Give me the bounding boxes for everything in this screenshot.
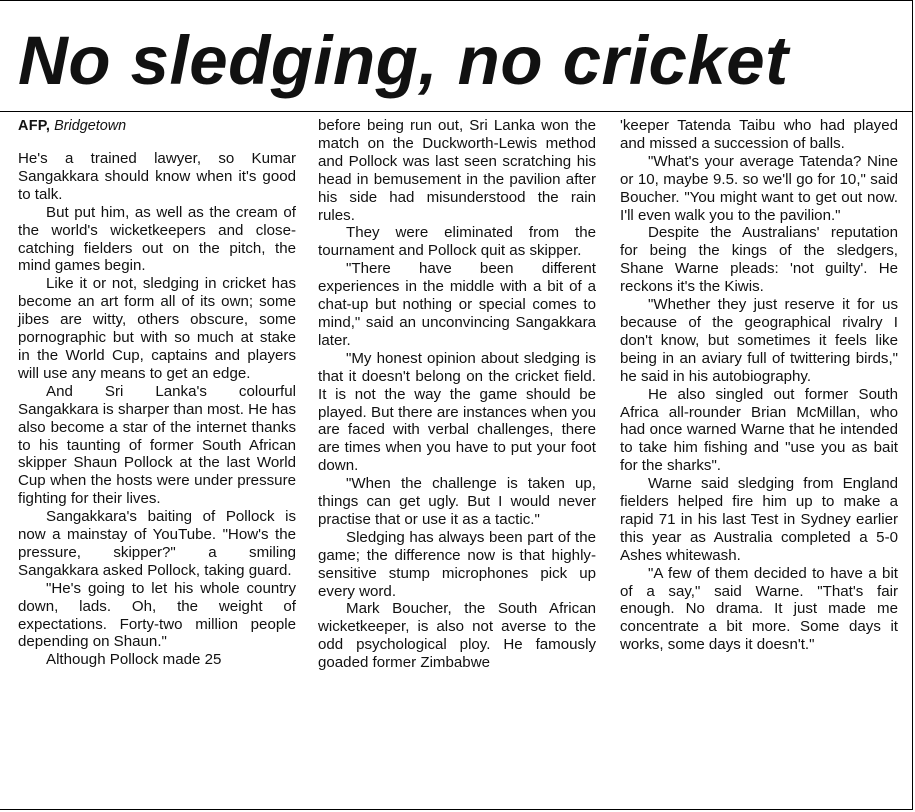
paragraph: 'keeper Tatenda Taibu who had played and missed a succession of balls. [620,117,898,152]
paragraph: Sledging has always been part of the game; the difference now is that highly-sensitive stump microphones pick up every word. [318,528,596,600]
paragraph: But put him, as well as the cream of the world's wicketkeepers and close-catching fielders out on the pitch, the mind games begin. [18,203,296,275]
paragraph: "There have been different experiences in the middle with a bit of a chat-up but nothing or special comes to mind," said an unconvincing Sangakkara later. [318,260,596,349]
paragraph: Although Pollock made 25 [46,651,222,669]
byline-agency: AFP, [18,118,51,134]
paragraph: "Whether they just reserve it for us because of the geographical rivalry I don't know, but sometimes it feels like being in an aviary full of twittering birds," he said in his autobiography. [620,296,898,385]
paragraph: "My honest opinion about sledging is that it doesn't belong on the cricket field. It is not the way the game should be played. But there are instances when you are faced with verbal challenges, there are times when you have to put your foot down. [318,349,596,475]
paragraph: He's a trained lawyer, so Kumar Sangakkara should know when it's good to talk. [18,150,296,203]
paragraph: "He's going to let his whole country down, lads. Oh, the weight of expectations. Forty-two million people depending on Shaun." [18,579,296,651]
headline-rule [0,111,913,112]
paragraph: And Sri Lanka's colourful Sangakkara is sharper than most. He has also become a star of the internet thanks to his taunting of former South African skipper Shaun Pollock at the last World Cup when the hosts were under pressure fighting for their lives. [18,382,296,508]
paragraph: "When the challenge is taken up, things can get ugly. But I would never practise that or use it as a tactic." [318,475,596,528]
paragraph: before being run out, Sri Lanka won the match on the Duckworth-Lewis method and Pollock was last seen scratching his head in bemusement in the pavilion after his side had misunderstood the rain rules. [318,117,596,224]
article-column-1 [18,117,296,669]
paragraph: Like it or not, sledging in cricket has become an art form all of its own; some jibes are witty, others obscure, some pornographic but with so much at stake in the World Cup, captains and players will use any means to get an edge. [18,275,296,382]
paragraph: He also singled out former South Africa all-rounder Brian McMillan, who had once warned Warne that he intended to take him fishing and "use you as bait for the sharks". [620,385,898,475]
paragraph: Despite the Australians' reputation for being the kings of the sledgers, Shane Warne pleads: 'not guilty'. He reckons it's the Kiwis. [620,224,898,296]
byline-location: Bridgetown [54,118,127,134]
paragraph: Sangakkara's baiting of Pollock is now a mainstay of YouTube. "How's the pressure, skipper?" a smiling Sangakkara asked Pollock, taking guard. [18,508,296,579]
paragraph: "What's your average Tatenda? Nine or 10, maybe 9.5. so we'll go for 10," said Boucher. "You might want to get out now. I'll even walk you to the pavilion." [620,152,898,224]
paragraph: Warne said sledging from England fielders helped fire him up to make a rapid 71 in his last Test in Sydney earlier this year as Australia completed a 5-0 Ashes whitewash. [620,475,898,564]
article-column-2 [318,117,596,672]
byline [18,117,296,135]
paragraph: Mark Boucher, the South African wicketkeeper, is also not averse to the odd psychological ploy. He famously goaded former Zimbabwe [318,600,596,672]
article-column-3 [620,117,898,654]
headline: No sledging, no cricket [18,22,789,99]
paragraph: "A few of them decided to have a bit of a say," said Warne. "That's fair enough. No drama. It just made me concentrate a bit more. Some days it works, some days it doesn't." [620,564,898,654]
paragraph: They were eliminated from the tournament and Pollock quit as skipper. [318,224,596,260]
